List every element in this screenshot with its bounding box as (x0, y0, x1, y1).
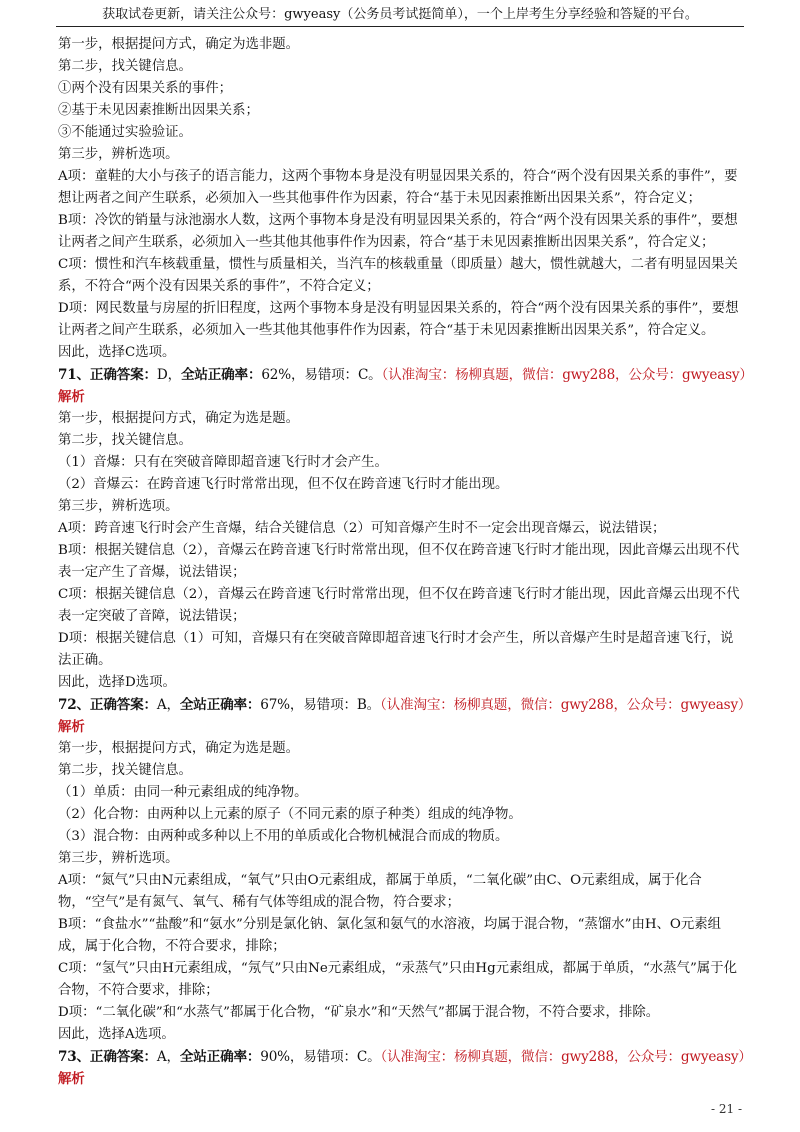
answer-value: D， (156, 367, 181, 383)
option-analysis-c: C项：根据关键信息（2），音爆云在跨音速飞行时常常出现，但不仅在跨音速飞行时才能出现，因此音爆云出现不代表一定突破了音障，说法错误； (58, 587, 740, 624)
paragraph: 第二步，找关键信息。 (58, 59, 192, 74)
option-analysis-d: D项：网民数量与房屋的折旧程度，这两个事物本身是没有明显因果关系的，符合“两个没有因果关系的事件”，要想让两者之间产生联系，必须加入一些其他其他事件作为因素，符合“基于未见因素推断出因果关系”，符合定义。 (58, 301, 739, 338)
rate-label: 全站正确率： (179, 1049, 261, 1065)
rate-value: 67%，易错项：B。 (260, 697, 381, 713)
paragraph: 第二步，找关键信息。 (58, 763, 192, 778)
promo-text: （认准淘宝：杨柳真题，微信：gwy288，公众号：gwyeasy） (381, 367, 753, 383)
paragraph: 第三步，辨析选项。 (58, 851, 179, 866)
answer-label: 正确答案： (89, 1049, 157, 1065)
paragraph: 第二步，找关键信息。 (58, 433, 192, 448)
answer-value: A， (156, 697, 180, 713)
analysis-heading: 解析 (58, 389, 85, 405)
analysis-heading: 解析 (58, 719, 85, 735)
conclusion: 因此，选择C选项。 (58, 345, 176, 360)
paragraph: 第三步，辨析选项。 (58, 499, 179, 514)
conclusion: 因此，选择D选项。 (58, 675, 176, 690)
promo-text: （认准淘宝：杨柳真题，微信：gwy288，公众号：gwyeasy） (380, 697, 752, 713)
analysis-heading: 解析 (58, 1071, 85, 1087)
rate-label: 全站正确率： (179, 697, 261, 713)
option-analysis-c: C项：“氢气”只由H元素组成，“氖气”只由Ne元素组成，“汞蒸气”只由Hg元素组成，都属于单质，“水蒸气”属于化合物，不符合要求，排除； (58, 961, 737, 998)
q72-block (58, 694, 752, 1046)
paragraph: （2）音爆云：在跨音速飞行时常常出现，但不仅在跨音速飞行时才能出现。 (58, 477, 509, 492)
conclusion: 因此，选择A选项。 (58, 1027, 175, 1042)
option-analysis-a: A项：童鞋的大小与孩子的语言能力，这两个事物本身是没有明显因果关系的，符合“两个没有因果关系的事件”，要想让两者之间产生联系，必须加入一些其他事件作为因素，符合“基于未见因素推断出因果关系”，符合定义； (58, 169, 738, 206)
q73-block (58, 1046, 752, 1090)
question-number: 73、 (58, 1049, 90, 1065)
paragraph: 第一步，根据提问方式，确定为选非题。 (58, 37, 300, 52)
paragraph: （3）混合物：由两种或多种以上不用的单质或化合物机械混合而成的物质。 (58, 829, 509, 844)
option-analysis-b: B项：“食盐水”“盐酸”和“氨水”分别是氯化钠、氯化氢和氨气的水溶液，均属于混合物，“蒸馏水”由H、O元素组成，属于化合物，不符合要求，排除； (58, 917, 722, 954)
rate-label: 全站正确率： (180, 367, 262, 383)
option-analysis-a: A项：“氮气”只由N元素组成，“氧气”只由O元素组成，都属于单质，“二氧化碳”由C、O元素组成，属于化合物，“空气”是有氮气、氧气、稀有气体等组成的混合物，符合要求； (58, 873, 702, 910)
page-body (58, 34, 753, 1090)
header-divider (56, 26, 744, 27)
paragraph: （2）化合物：由两种以上元素的原子（不同元素的原子种类）组成的纯净物。 (58, 807, 522, 822)
option-analysis-b: B项：冷饮的销量与泳池溺水人数，这两个事物本身是没有明显因果关系的，符合“两个没有因果关系的事件”，要想让两者之间产生联系，必须加入一些其他其他事件作为因素，符合“基于未见因素推断出因果关系”，符合定义； (58, 213, 738, 250)
paragraph: ③不能通过实验验证。 (58, 125, 192, 140)
option-analysis-a: A项：跨音速飞行时会产生音爆，结合关键信息（2）可知音爆产生时不一定会出现音爆云，说法错误； (58, 521, 666, 536)
paragraph: （1）单质：由同一种元素组成的纯净物。 (58, 785, 308, 800)
option-analysis-c: C项：惯性和汽车核载重量，惯性与质量相关，当汽车的核载重量（即质量）越大，惯性就越大，二者有明显因果关系，不符合“两个没有因果关系的事件”，不符合定义； (58, 257, 738, 294)
promo-text: （认准淘宝：杨柳真题，微信：gwy288，公众号：gwyeasy） (380, 1049, 752, 1065)
answer-label: 正确答案： (89, 367, 157, 383)
q70-explanation-tail (58, 34, 746, 364)
paragraph: 第一步，根据提问方式，确定为选是题。 (58, 411, 300, 426)
option-analysis-b: B项：根据关键信息（2），音爆云在跨音速飞行时常常出现，但不仅在跨音速飞行时才能出现，因此音爆云出现不代表一定产生了音爆，说法错误； (58, 543, 740, 580)
paragraph: 第三步，辨析选项。 (58, 147, 179, 162)
option-analysis-d: D项：根据关键信息（1）可知，音爆只有在突破音障即超音速飞行时才会产生，所以音爆产生时是超音速飞行，说法正确。 (58, 631, 734, 668)
page-header: 获取试卷更新，请关注公众号：gwyeasy（公务员考试挺简单），一个上岸考生分享经验和答疑的平台。 (102, 7, 698, 22)
page-number: - 21 - (710, 1102, 742, 1116)
answer-label: 正确答案： (89, 697, 157, 713)
q71-block (58, 364, 753, 694)
answer-line (58, 694, 752, 716)
rate-value: 90%，易错项：C。 (260, 1049, 381, 1065)
answer-line (58, 364, 753, 386)
answer-line (58, 1046, 752, 1068)
question-number: 71、 (58, 367, 90, 383)
paragraph: ②基于未见因素推断出因果关系； (58, 103, 259, 118)
rate-value: 62%，易错项：C。 (261, 367, 382, 383)
option-analysis-d: D项：“二氧化碳”和“水蒸气”都属于化合物，“矿泉水”和“天然气”都属于混合物，不符合要求，排除。 (58, 1005, 660, 1020)
paragraph: （1）音爆：只有在突破音障即超音速飞行时才会产生。 (58, 455, 388, 470)
paragraph: ①两个没有因果关系的事件； (58, 81, 233, 96)
paragraph: 第一步，根据提问方式，确定为选是题。 (58, 741, 300, 756)
answer-value: A， (156, 1049, 180, 1065)
question-number: 72、 (58, 697, 90, 713)
